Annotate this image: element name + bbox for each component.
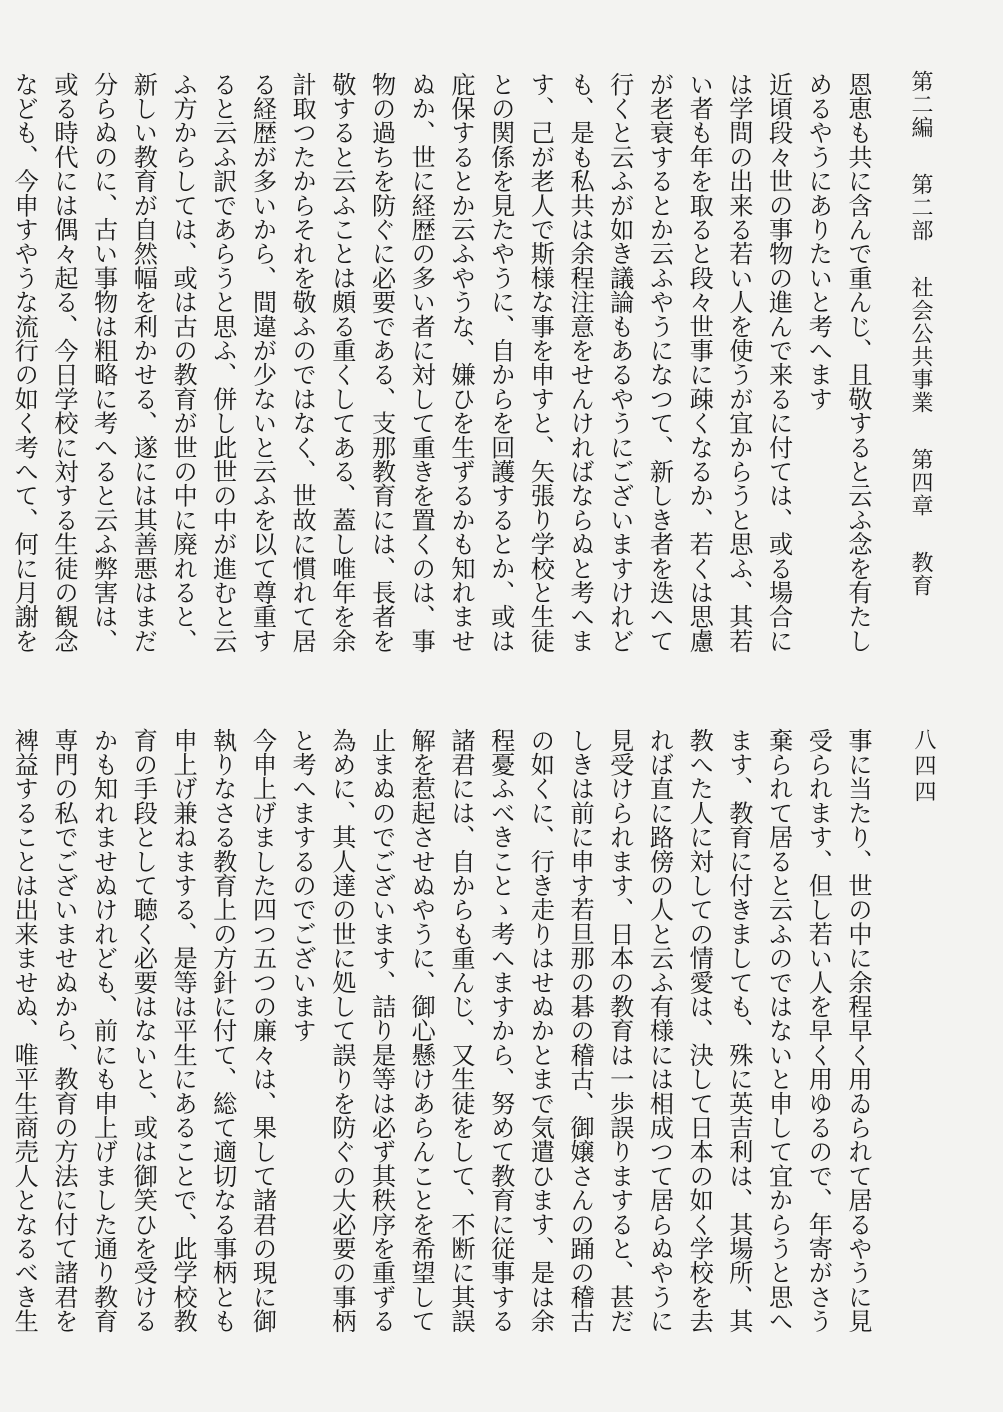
- running-header: [900, 70, 940, 690]
- header-topic: 教育: [908, 551, 933, 597]
- lower-text-block: [10, 728, 877, 1334]
- paragraph: 今申上げました四つ五つの廉々は、果して諸君の現に御執りなさる教育上の方針に付て、総て適切なる事柄とも申上げ兼ねまする、是等は平生にあることで、此学校教育の手段として聴く必要はないと、或は御笑ひを受けるかも知れませぬけれども、前にも申上げました通り教育専門の私でございませぬから、教育の方法に付て諸君を裨益することは出来ませぬ、唯平生商売人となるべき生: [10, 728, 277, 1333]
- header-volume: 第二編: [908, 70, 933, 139]
- header-chapter: 第四章: [908, 448, 933, 517]
- paragraph: 近頃段々世の事物の進んで来るに付ては、或る場合には学問の出来る若い人を使うが宜からうと思ふ、其若い者も年を取ると段々世事に疎くなるか、若くは思慮が老衰するとか云ふやうになつて、新しき者を迭へて行くと云ふが如き議論もあるやうにございますけれども、是も私共は余程注意をせんければならぬと考へます、己が老人で斯様な事を申すと、矢張り学校と生徒との関係を見たやうに、自からを回護するとか、或は庇保するとか云ふやうな、嫌ひを生ずるかも知れませぬか、世に経歴の多い者に対して重きを置くのは、事物の過ちを防ぐに必要である、支那教育には、長者を敬すると云ふことは頗る重くしてある、蓋し唯年を余計取つたからそれを敬ふのではなく、世故に慣れて居る経歴が多いから、間違が少ないと云ふを以て尊重すると云ふ訳であらうと思ふ、併し此世の中が進むと云ふ方からしては、或は古の教育が世の中に廃れると、新しい教育が自然幅を利かせる、遂には其善悪はまだ分らぬのに、古い事物は粗略に考へると云ふ弊害は、或る時代には偶々起る、今日学校に対する生徒の観念なども、今申すやうな流行の如く考へて、何に月謝を: [10, 72, 793, 653]
- page-number: 八四四: [911, 728, 936, 806]
- paragraph: 恩恵も共に含んで重んじ、且敬すると云ふ念を有たしめるやうにありたいと考へます: [804, 72, 872, 653]
- header-section: 社会公共事業: [908, 276, 933, 414]
- header-part: 第二部: [908, 173, 933, 242]
- paragraph: 事に当たり、世の中に余程早く用ゐられて居るやうに見受られます、但し若い人を早く用ゆるので、年寄がさう棄られて居ると云ふのではないと申して宜からうと思へます、教育に付きましても、殊に英吉利は、其場所、其教へた人に対しての情愛は、決して日本の如く学校を去れば直に路傍の人と云ふ有様には相成つて居らぬやうに見受けられます、日本の教育は一歩誤りますると、甚だしきは前に申す若旦那の碁の稽古、御嬢さんの踊の稽古の如くに、行き走りはせぬかとまで気遣ひます、是は余程憂ふべきことゝ考へますから、努めて教育に従事する諸君には、自からも重んじ、又生徒をして、不断に其誤解を惹起させぬやうに、御心懸けあらんことを希望して止まぬのでございます、詰り是等は必ず其秩序を重ずる為めに、其人達の世に処して誤りを防ぐの大必要の事柄と考へまするのでございます: [288, 728, 872, 1333]
- upper-text-block: [10, 72, 877, 668]
